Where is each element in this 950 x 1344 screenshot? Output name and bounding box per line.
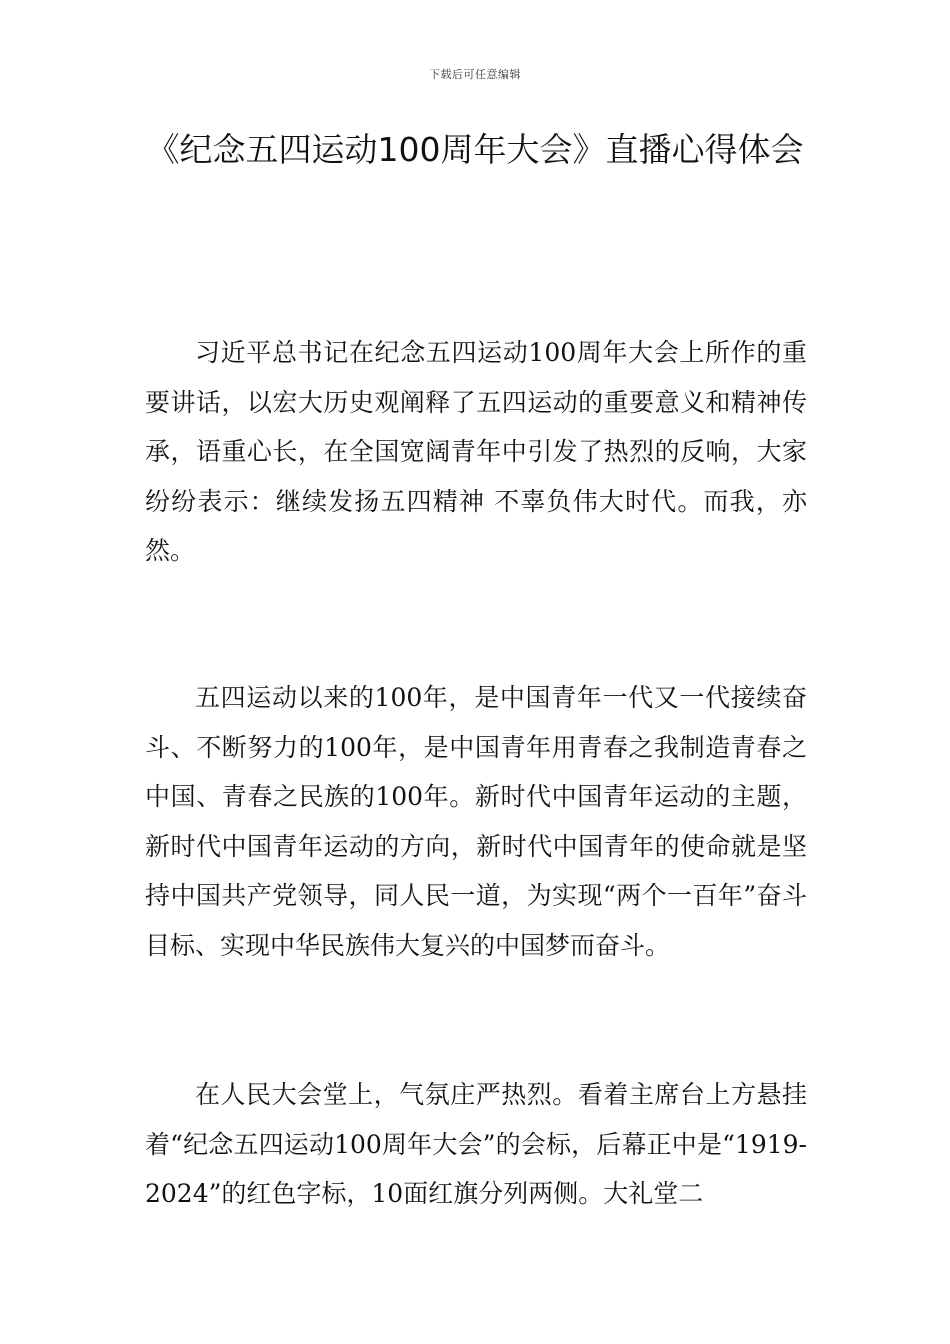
paragraph: 在人民大会堂上，气氛庄严热烈。看着主席台上方悬挂着“纪念五四运动100周年大会”的会标，后幕正中是“1919-2024”的红色字标，10面红旗分列两侧。大礼堂二: [145, 1080, 807, 1208]
paragraph: 五四运动以来的100年，是中国青年一代又一代接续奋斗、不断努力的100年，是中国青年用青春之我制造青春之中国、青春之民族的100年。新时代中国青年运动的主题，新时代中国青年运动的方向，新时代中国青年的使命就是坚持中国共产党领导，同人民一道，为实现“两个一百年”奋斗目标、实现中华民族伟大复兴的中国梦而奋斗。: [145, 683, 807, 960]
header-note: 下载后可任意编辑: [429, 68, 521, 81]
paragraph: 习近平总书记在纪念五四运动100周年大会上所作的重要讲话，以宏大历史观阐释了五四运动的重要意义和精神传承，语重心长，在全国宽阔青年中引发了热烈的反响，大家纷纷表示：继续发扬五四精神 不辜负伟大时代。而我，亦然。: [145, 338, 807, 565]
document-title: 《纪念五四运动100周年大会》直播心得体会: [146, 130, 804, 169]
